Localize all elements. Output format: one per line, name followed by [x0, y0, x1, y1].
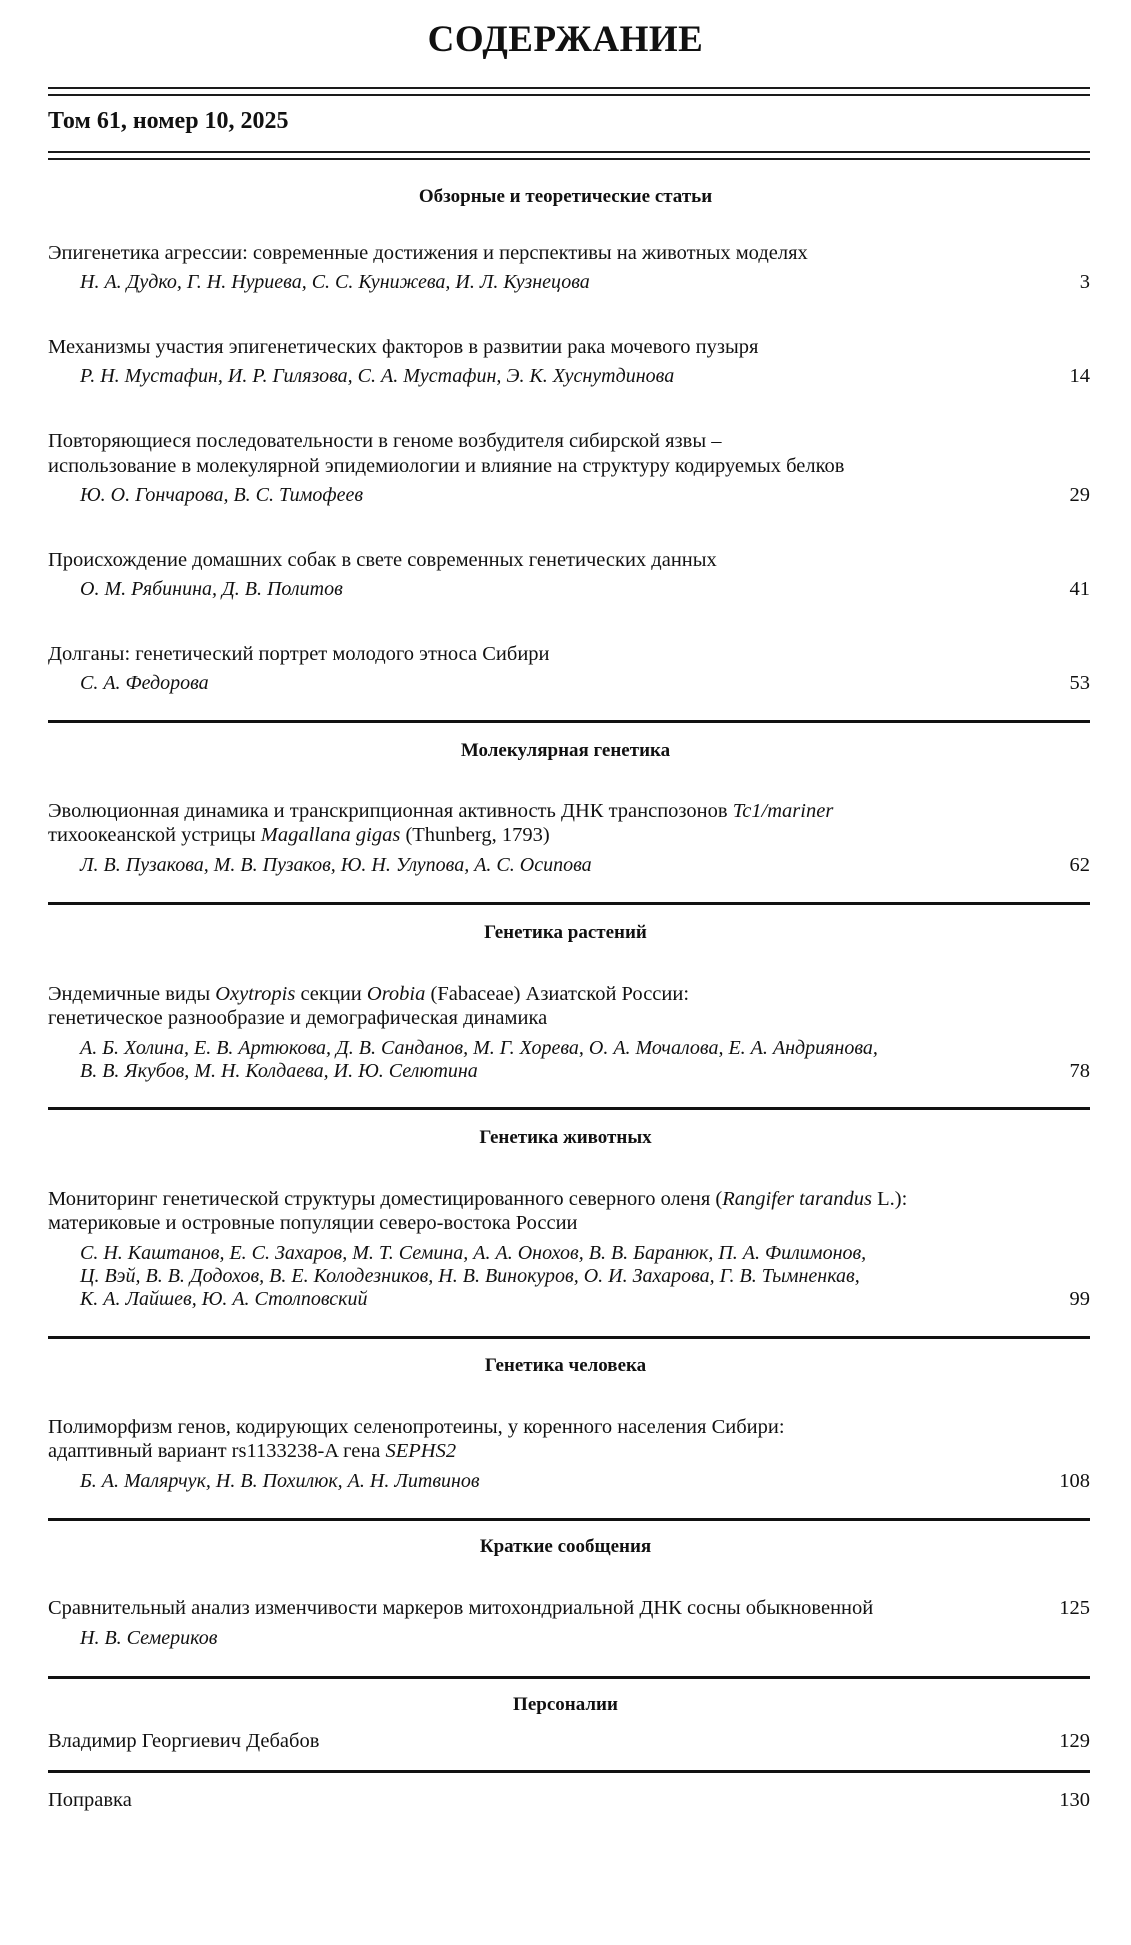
section-heading: Обзорные и теоретические статьи	[418, 186, 713, 207]
article-title-line2[interactable]: использование в молекулярной эпидемиологии и влияние на структуру кодируемых белков	[48, 455, 845, 477]
article-authors-line2: Ц. Вэй, В. В. Додохов, В. Е. Колодезников, Н. В. Винокуров, О. И. Захарова, Г. В. Тымненкав,	[80, 1265, 860, 1287]
article-title-line2[interactable]: генетическое разнообразие и демографическая динамика	[48, 1007, 548, 1029]
title-text: (Fabaceae) Азиатской России:	[425, 983, 690, 1005]
article-title[interactable]: Долганы: генетический портрет молодого этноса Сибири	[48, 643, 550, 665]
article-title[interactable]: Сравнительный анализ изменчивости маркеров митохондриальной ДНК сосны обыкновенной	[48, 1597, 874, 1619]
correction-title[interactable]: Поправка	[48, 1789, 132, 1811]
page-number[interactable]: 130	[1059, 1789, 1090, 1811]
article-title[interactable]: Повторяющиеся последовательности в геноме возбудителя сибирской язвы –	[48, 430, 722, 452]
page-number[interactable]: 125	[1059, 1597, 1090, 1619]
article-title[interactable]	[48, 983, 689, 1006]
issue-label: Том 61, номер 10, 2025	[48, 108, 289, 134]
page-number[interactable]: 78	[1069, 1060, 1090, 1082]
title-italic: SEPHS2	[385, 1440, 457, 1462]
article-authors: С. Н. Каштанов, Е. С. Захаров, М. Т. Семина, А. А. Онохов, В. В. Баранюк, П. А. Филимонов,	[80, 1242, 867, 1264]
page-number[interactable]: 29	[1069, 484, 1090, 506]
article-title[interactable]: Эпигенетика агрессии: современные достижения и перспективы на животных моделях	[48, 242, 808, 264]
article-authors: Н. А. Дудко, Г. Н. Нуриева, С. С. Кунижева, И. Л. Кузнецова	[80, 271, 590, 293]
article-title[interactable]: Владимир Георгиевич Дебабов	[48, 1730, 320, 1752]
article-authors-line2: В. В. Якубов, М. Н. Колдаева, И. Ю. Селютина	[80, 1060, 478, 1082]
page-number[interactable]: 53	[1069, 672, 1090, 694]
page-number[interactable]: 62	[1069, 854, 1090, 876]
article-authors: Л. В. Пузакова, М. В. Пузаков, Ю. Н. Улупова, А. С. Осипова	[80, 854, 592, 876]
section-divider	[48, 1518, 1090, 1521]
title-text: Мониторинг генетической структуры доместицированного северного оленя (	[48, 1188, 723, 1210]
double-rule-top	[48, 87, 1090, 96]
title-text: адаптивный вариант rs1133238-A гена	[48, 1440, 386, 1462]
section-divider	[48, 1676, 1090, 1679]
article-title[interactable]	[48, 800, 833, 823]
title-text: Эндемичные виды	[48, 983, 216, 1005]
article-title[interactable]: Происхождение домашних собак в свете современных генетических данных	[48, 549, 717, 571]
article-title-line2[interactable]	[48, 1440, 456, 1463]
article-authors: Р. Н. Мустафин, И. Р. Гилязова, С. А. Мустафин, Э. К. Хуснутдинова	[80, 365, 675, 387]
section-heading: Молекулярная генетика	[460, 740, 671, 761]
section-divider	[48, 1107, 1090, 1110]
page-number[interactable]: 99	[1069, 1288, 1090, 1310]
title-text: секции	[295, 983, 367, 1005]
page-number[interactable]: 14	[1069, 365, 1090, 387]
section-divider	[48, 1770, 1090, 1773]
title-italic: Orobia	[366, 983, 426, 1005]
section-divider	[48, 902, 1090, 905]
section-heading: Генетика человека	[484, 1355, 647, 1376]
section-heading: Краткие сообщения	[479, 1536, 652, 1557]
title-italic: Rangifer tarandus	[722, 1188, 873, 1210]
article-authors: Б. А. Малярчук, Н. В. Похилюк, А. Н. Литвинов	[80, 1470, 480, 1492]
section-divider	[48, 720, 1090, 723]
article-title[interactable]	[48, 1188, 907, 1211]
article-title[interactable]: Полиморфизм генов, кодирующих селенопротеины, у коренного населения Сибири:	[48, 1416, 785, 1438]
article-title[interactable]: Механизмы участия эпигенетических факторов в развитии рака мочевого пузыря	[48, 336, 759, 358]
article-authors: Ю. О. Гончарова, В. С. Тимофеев	[80, 484, 364, 506]
section-heading: Генетика растений	[484, 922, 647, 943]
title-text: тихоокеанской устрицы	[48, 824, 261, 846]
article-authors: С. А. Федорова	[80, 672, 209, 694]
article-authors: О. М. Рябинина, Д. В. Политов	[80, 578, 343, 600]
page-number[interactable]: 108	[1059, 1470, 1090, 1492]
double-rule-bottom	[48, 151, 1090, 160]
article-authors: Н. В. Семериков	[80, 1627, 218, 1649]
section-divider	[48, 1336, 1090, 1339]
article-title-line2[interactable]: материковые и островные популяции северо-востока России	[48, 1212, 578, 1234]
page-number[interactable]: 3	[1079, 271, 1090, 293]
title-italic: Magallana gigas	[260, 824, 401, 846]
title-italic: Tc1/mariner	[732, 800, 834, 822]
section-heading: Генетика животных	[479, 1127, 652, 1148]
page-title: СОДЕРЖАНИЕ	[427, 19, 704, 60]
page-number[interactable]: 41	[1069, 578, 1090, 600]
title-italic: Oxytropis	[215, 983, 296, 1005]
section-heading: Персоналии	[513, 1694, 618, 1715]
article-title-line2[interactable]	[48, 824, 550, 847]
article-authors: А. Б. Холина, Е. В. Артюкова, Д. В. Санданов, М. Г. Хорева, О. А. Мочалова, Е. А. Андриянова,	[80, 1037, 878, 1059]
article-authors-line3: К. А. Лайшев, Ю. А. Столповский	[80, 1288, 368, 1310]
page-number[interactable]: 129	[1059, 1730, 1090, 1752]
title-text: (Thunberg, 1793)	[400, 824, 550, 846]
title-text: L.):	[872, 1188, 908, 1210]
title-text: Эволюционная динамика и транскрипционная активность ДНК транспозонов	[48, 800, 733, 822]
